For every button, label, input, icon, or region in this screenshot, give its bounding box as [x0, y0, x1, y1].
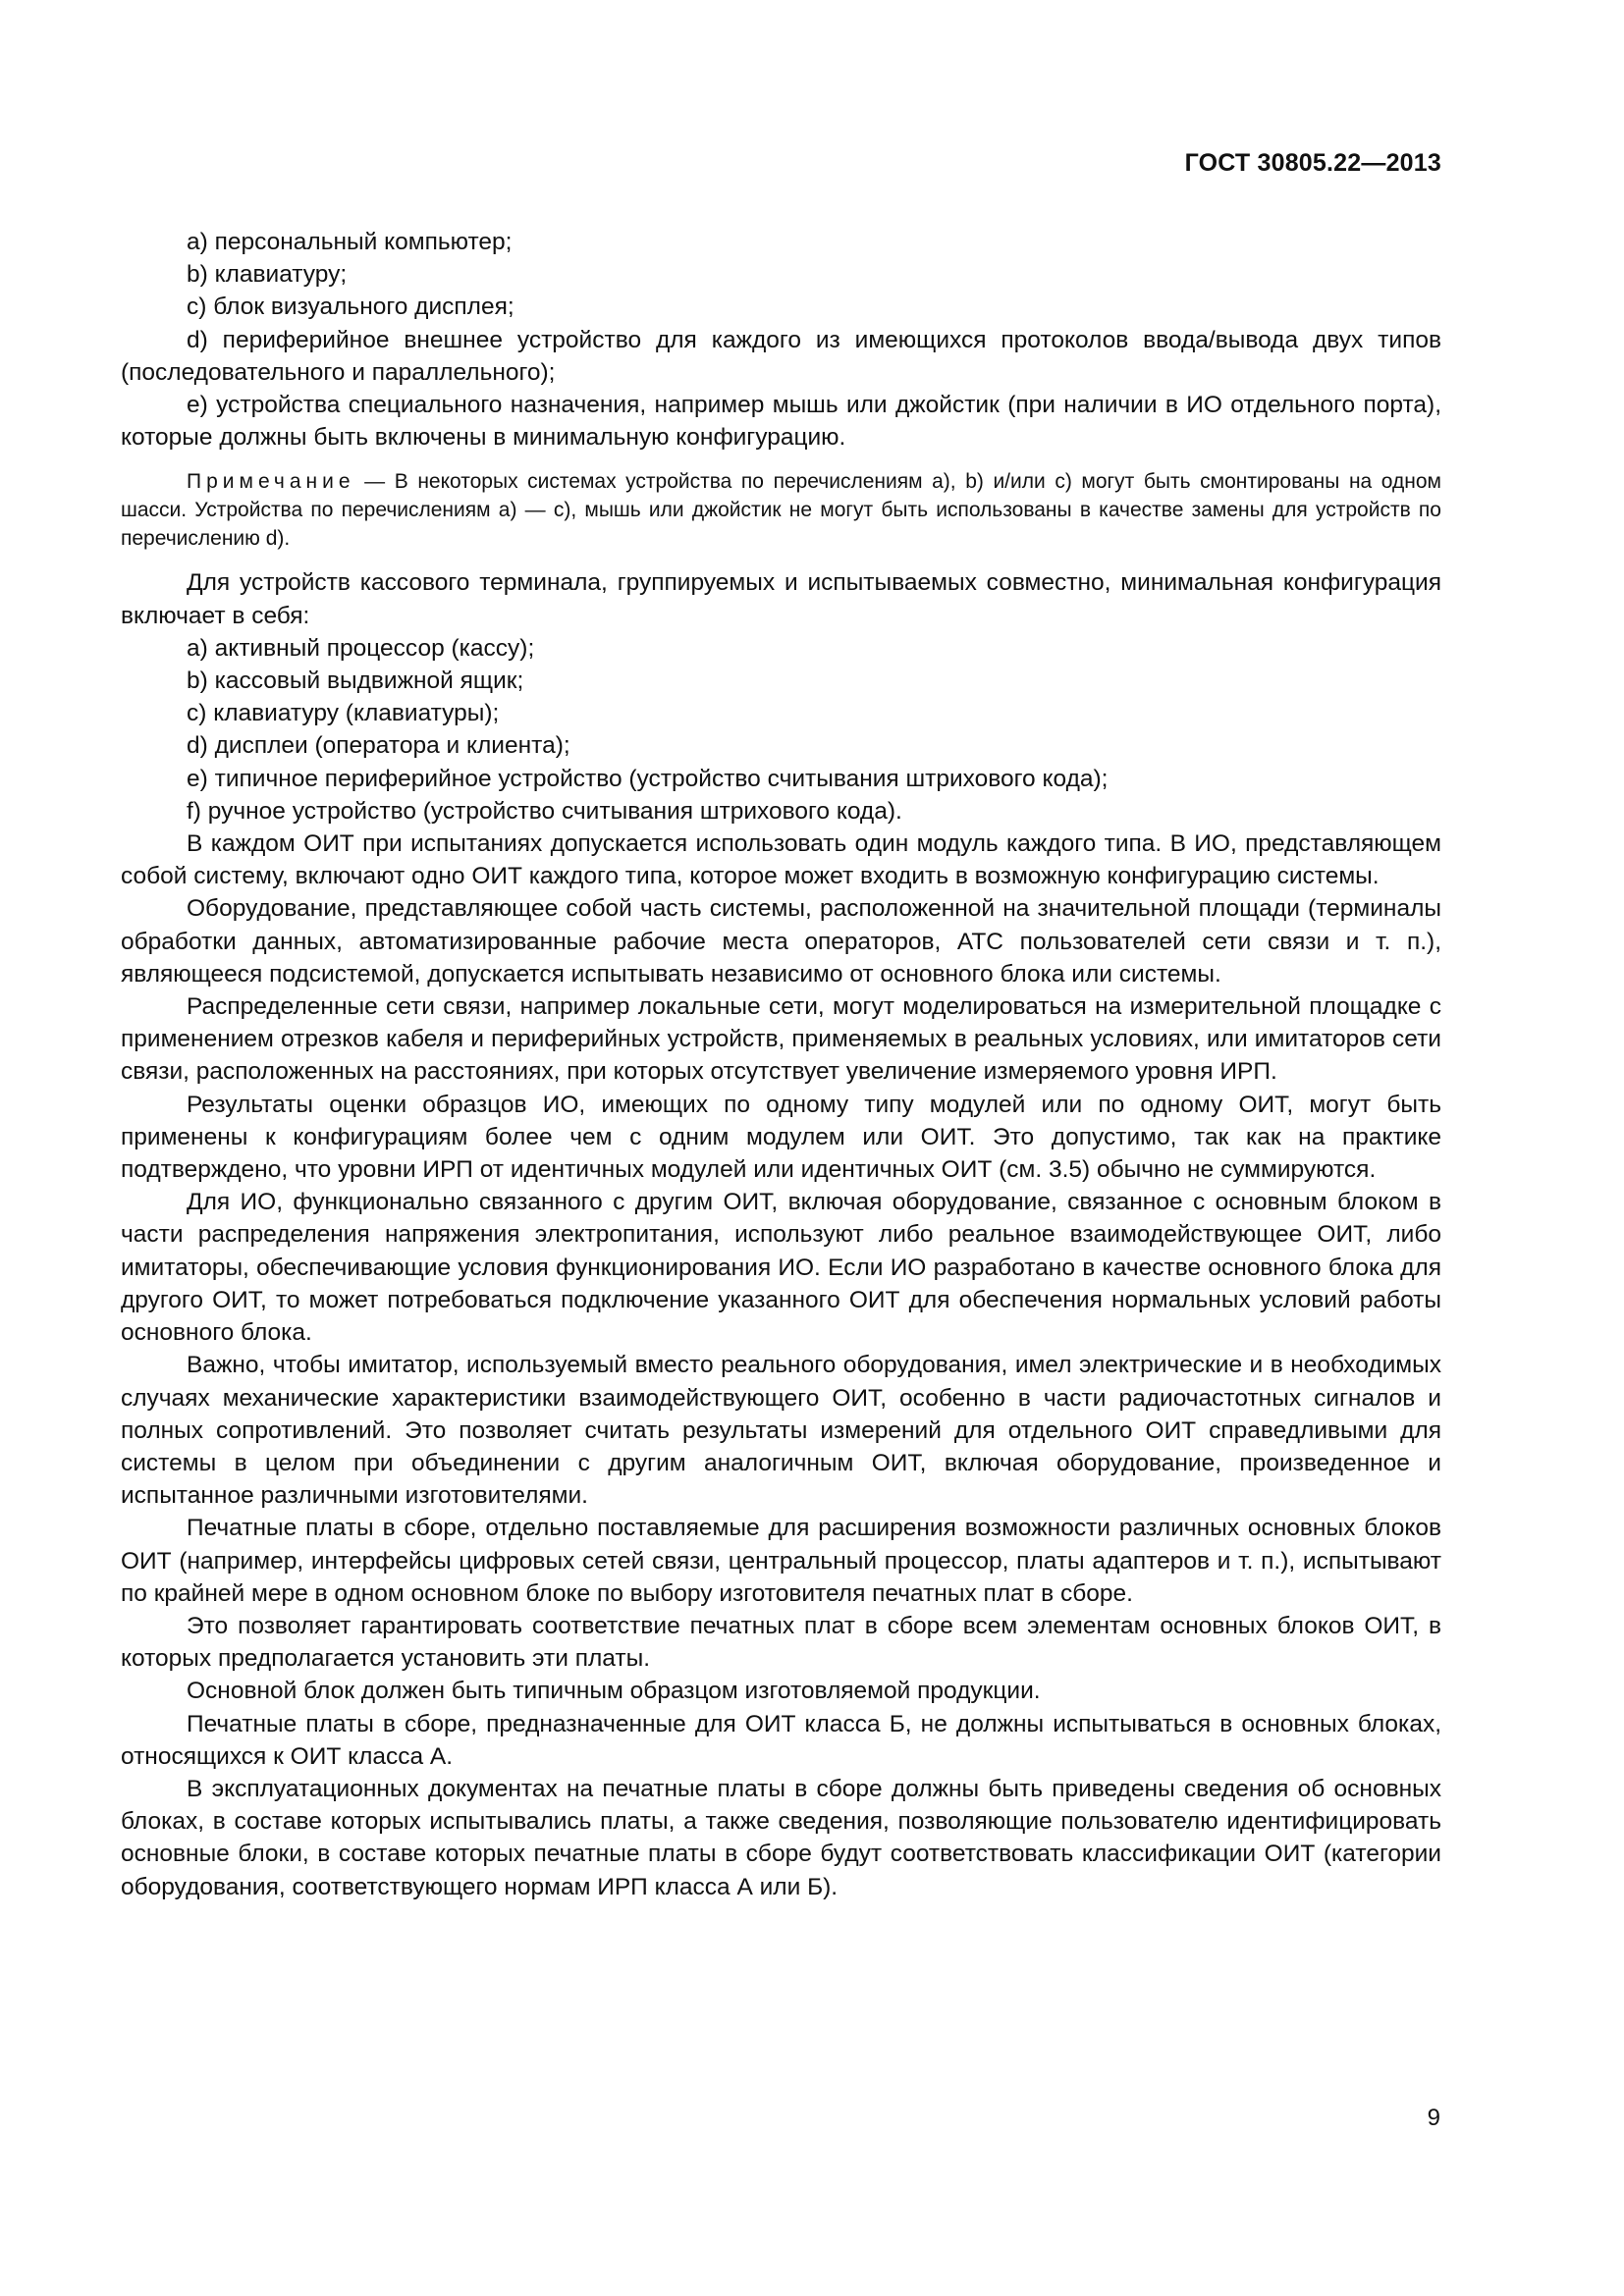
paragraph: В каждом ОИТ при испытаниях допускается использовать один модуль каждого типа. В ИО, представляющем собой систему, включают одно ОИТ каждого типа, которое может входить в возможную конфигурацию системы.: [121, 830, 1441, 890]
list-item: c) клавиатуру (клавиатуры);: [187, 700, 500, 727]
paragraph: Это позволяет гарантировать соответствие печатных плат в сборе всем элементам основных блоков ОИТ, в которых предполагается установить эти платы.: [121, 1612, 1441, 1673]
list-item: d) дисплеи (оператора и клиента);: [187, 732, 570, 760]
paragraph: Для устройств кассового терминала, группируемых и испытываемых совместно, минимальная конфигурация включает в себя:: [121, 569, 1441, 629]
list-item: b) клавиатуру;: [187, 261, 348, 289]
list-item: c) блок визуального дисплея;: [187, 294, 514, 321]
paragraph: Печатные платы в сборе, отдельно поставляемые для расширения возможности различных основных блоков ОИТ (например, интерфейсы цифровых сетей связи, центральный процессор, платы адаптеров и т. п.), испытывают по крайней мере в одном основном блоке по выбору изготовителя печатных плат в сборе.: [121, 1515, 1441, 1607]
list-item: a) активный процессор (кассу);: [187, 634, 535, 662]
list-item: a) персональный компьютер;: [187, 229, 513, 255]
paragraph: В эксплуатационных документах на печатные платы в сборе должны быть приведены сведения об основных блоках, в составе которых испытывались платы, а также сведения, позволяющие пользователю идентифицировать основные блоки, в составе которых печатные платы в сборе будут соответствовать классификации ОИТ (категории оборудования, соответствующего нормам ИРП класса А или Б).: [121, 1775, 1441, 1900]
paragraph: Распределенные сети связи, например локальные сети, могут моделироваться на измерительной площадке с применением отрезков кабеля и периферийных устройств, применяемых в реальных условиях, или имитаторов сети связи, расположенных на расстояниях, при которых отсутствует увеличение измеряемого уровня ИРП.: [121, 993, 1441, 1086]
note-text: — В некоторых системах устройства по перечислениям a), b) и/или c) могут быть смонтированы на одном шасси. Устройства по перечислениям a) — c), мышь или джойстик не могут быть использованы в качестве замены для устройств по перечислению d).: [121, 470, 1441, 551]
note-label: Примечание: [187, 470, 355, 494]
paragraph: Результаты оценки образцов ИО, имеющих по одному типу модулей или по одному ОИТ, могут быть применены к конфигурациям более чем с одним модулем или ОИТ. Это допустимо, так как на практике подтверждено, что уровни ИРП от идентичных модулей или идентичных ОИТ (см. 3.5) обычно не суммируются.: [121, 1091, 1441, 1184]
list-item: e) типичное периферийное устройство (устройство считывания штрихового кода);: [187, 765, 1109, 792]
document-header: ГОСТ 30805.22—2013: [1184, 149, 1441, 177]
paragraph: Основной блок должен быть типичным образцом изготовляемой продукции.: [187, 1678, 1041, 1705]
list-item: e) устройства специального назначения, например мышь или джойстик (при наличии в ИО отдельного порта), которые должны быть включены в минимальную конфигурацию.: [121, 392, 1441, 452]
note: [121, 467, 1441, 553]
paragraph: Печатные платы в сборе, предназначенные для ОИТ класса Б, не должны испытываться в основных блоках, относящихся к ОИТ класса А.: [121, 1710, 1441, 1770]
list-item: b) кассовый выдвижной ящик;: [187, 667, 524, 695]
page-body: [121, 226, 1441, 1903]
paragraph: Важно, чтобы имитатор, используемый вместо реального оборудования, имел электрические и в необходимых случаях механические характеристики взаимодействующего ОИТ, особенно в части радиочастотных сигналов и полных сопротивлений. Это позволяет считать результаты измерений для отдельного ОИТ справедливыми для системы в целом при объединении с другим аналогичным ОИТ, включая оборудование, произведенное и испытанное различными изготовителями.: [121, 1352, 1441, 1510]
paragraph: Для ИО, функционально связанного с другим ОИТ, включая оборудование, связанное с основным блоком в части распределения напряжения электропитания, используют либо реальное взаимодействующее ОИТ, либо имитаторы, обеспечивающие условия функционирования ИО. Если ИО разработано в качестве основного блока для другого ОИТ, то может потребоваться подключение указанного ОИТ для обеспечения нормальных условий работы основного блока.: [121, 1189, 1441, 1347]
list-item: f) ручное устройство (устройство считывания штрихового кода).: [187, 797, 902, 825]
page-number: 9: [1427, 2105, 1440, 2131]
paragraph: Оборудование, представляющее собой часть системы, расположенной на значительной площади (терминалы обработки данных, автоматизированные рабочие места операторов, АТС пользователей сети связи и т. п.), являющееся подсистемой, допускается испытывать независимо от основного блока или системы.: [121, 895, 1441, 988]
list-item: d) периферийное внешнее устройство для каждого из имеющихся протоколов ввода/вывода двух типов (последовательного и параллельного);: [121, 326, 1441, 386]
